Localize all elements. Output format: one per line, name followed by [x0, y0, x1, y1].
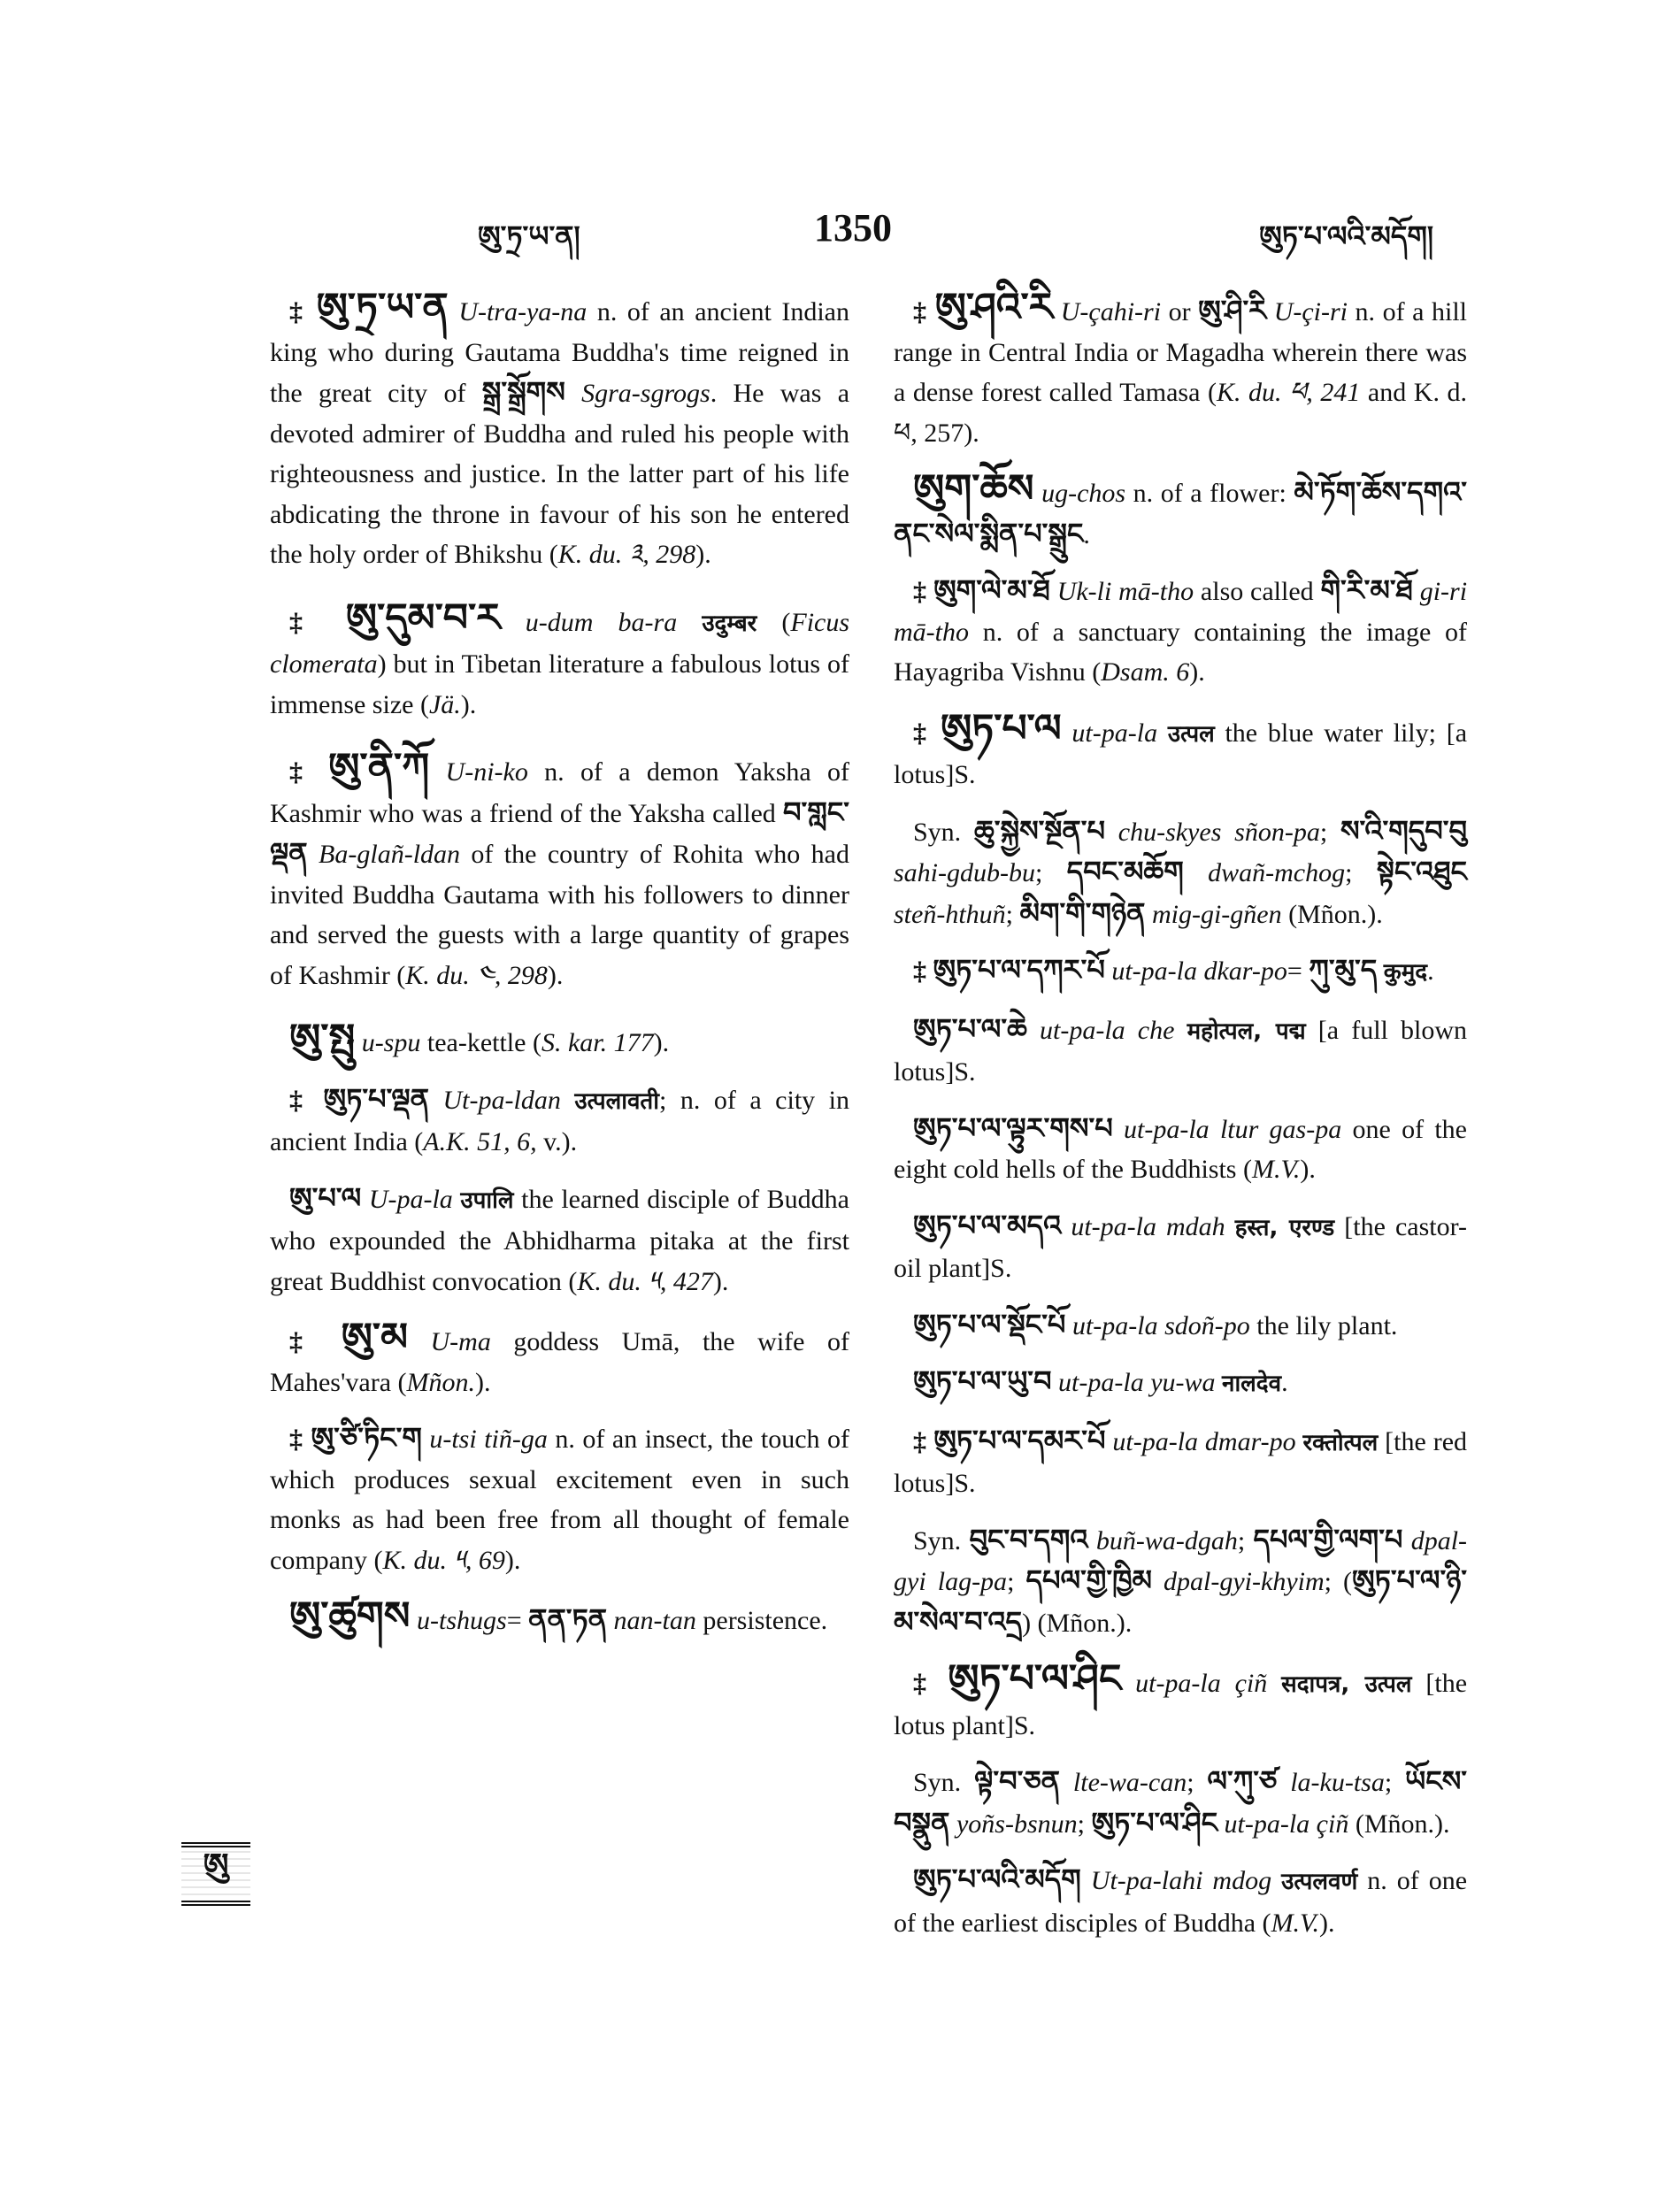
definition-text: ;	[1077, 1809, 1092, 1839]
citation: K. du. ཕ, 241	[1216, 378, 1361, 407]
sanskrit-term: उदुम्बर	[702, 610, 757, 637]
headword-translit: Uk-li mā-tho	[1056, 577, 1194, 606]
translit-term: U-çi-ri	[1273, 297, 1348, 326]
definition-text: ; n. of a city in ancient India (	[270, 1085, 850, 1156]
headword-tibetan: ཨུ་མ	[341, 1315, 408, 1360]
dictionary-entry	[894, 285, 1467, 453]
headword-tibetan: ཨུཏ་པ་ལ་ཆེ	[913, 1011, 1027, 1046]
translit-term: dpal-gyi-khyim	[1164, 1567, 1325, 1596]
headword-tibetan: ཨུཏ་པ་ལ	[941, 705, 1062, 751]
tibetan-term: བུང་བ་དགའ	[969, 1522, 1088, 1556]
definition-text: v.).	[536, 1127, 578, 1156]
definition-text: goddess Umā, the wife of Mahes'vara (	[270, 1327, 849, 1397]
definition-text: or	[1161, 297, 1199, 326]
thumb-index-mark: ཨུ	[181, 1842, 250, 1906]
sanskrit-term: उत्पलवर्ण	[1281, 1869, 1358, 1895]
definition-text: ) but in Tibetan literature a fabulous lotus of immense size (	[270, 649, 849, 719]
headword-translit: u-spu	[361, 1028, 421, 1057]
dictionary-entry	[894, 705, 1468, 795]
citation: K. du. ༥, 427	[577, 1266, 713, 1296]
dictionary-entry	[894, 1421, 1467, 1504]
sanskrit-term: उपालि	[460, 1187, 514, 1214]
headword-tibetan: ཨུཏ་པ་ལ་ཡུ་བ	[913, 1364, 1052, 1398]
definition-text: n. of an ancient Indian king who during Gautama Buddha's time reigned in the great city of	[270, 297, 849, 408]
dagger-mark: ‡	[289, 297, 307, 326]
sanskrit-term: सदापत्र, उत्पल	[1281, 1671, 1412, 1698]
definition-text: ;	[1035, 858, 1067, 887]
headword-translit: ut-pa-la ltur gas-pa	[1124, 1114, 1342, 1144]
headword-translit: ut-pa-la mdah	[1071, 1211, 1225, 1241]
tibetan-term: ལྟེ་བ་ཅན	[974, 1764, 1061, 1798]
translit-term: buñ-wa-dgah	[1095, 1525, 1238, 1555]
translit-term: nan-tan	[613, 1606, 696, 1635]
tibetan-term: ས་འི་གདུབ་བུ	[1340, 813, 1467, 848]
definition-text: ).	[1319, 1908, 1335, 1938]
tibetan-term: ཀུ་མུ་ད	[1309, 953, 1378, 987]
left-column	[270, 285, 850, 1657]
definition-text: ).	[653, 1028, 670, 1057]
definition-text: ;	[1187, 1768, 1208, 1797]
sanskrit-term: नालदेव	[1222, 1371, 1282, 1397]
headword-translit: ut-pa-la	[1071, 718, 1158, 748]
page-number: 1350	[814, 206, 892, 250]
definition-text: ).	[547, 960, 564, 990]
definition-text: .	[1281, 1368, 1288, 1397]
headword-tibetan: ཨུག་ཆོས	[913, 466, 1034, 511]
dictionary-entry	[894, 1656, 1468, 1746]
translit-term: dwañ-mchog	[1208, 858, 1346, 887]
tibetan-term: སྒྲ་སྒྲོགས	[481, 375, 565, 409]
headword-translit: ut-pa-la sdoñ-po	[1071, 1310, 1250, 1340]
definition-text: of the country of Rohita who had invited Buddha Gautama with his followers to dinner and served the guests with a large quantity of grapes of Kashmir (	[270, 840, 849, 990]
headword-translit: ut-pa-la çiñ	[1135, 1669, 1268, 1698]
definition-text: the blue water lily; [a lotus]S.	[894, 718, 1468, 789]
dictionary-entry	[270, 1596, 849, 1641]
headword-tibetan: ཨུ་ཏྲ་ཡ་ན	[316, 285, 449, 330]
translit-term: steñ-hthuñ	[894, 899, 1006, 929]
citation: K. du. ༣, 298	[557, 540, 696, 569]
definition-text: Syn.	[913, 1525, 970, 1555]
definition-text: ).	[712, 1266, 729, 1296]
tibetan-term: གི་རི་མ་ཐོ	[1320, 573, 1413, 607]
headword-translit: U-çahi-ri	[1060, 297, 1162, 326]
translit-term: dpal-gyi lag-pa	[894, 1525, 1468, 1596]
headword-translit: U-tra-ya-na	[458, 297, 588, 326]
tibetan-term: ལ་ཀུ་ཙ	[1207, 1764, 1278, 1798]
sanskrit-term: उत्पलावती	[574, 1087, 659, 1115]
tibetan-term: ཨུཏ་པ་ལ་ཉི་མ་སེལ་བ་འདྲ	[894, 1563, 1467, 1639]
definition-text: [the castor-oil plant]S.	[894, 1211, 1467, 1283]
dictionary-entry	[894, 1305, 1467, 1347]
headword-translit: ug-chos	[1041, 479, 1126, 508]
headword-translit: Ut-pa-ldan	[442, 1085, 561, 1115]
headword-tibetan: ཨུ་པ་ལ	[289, 1180, 362, 1215]
dictionary-entry	[894, 466, 1468, 555]
translit-term: mig-gi-gñen	[1151, 899, 1282, 929]
headword-translit: U-pa-la	[368, 1184, 453, 1214]
headword-translit: u-dum ba-ra	[525, 607, 678, 637]
dictionary-entry	[894, 1860, 1467, 1943]
definition-text: ; (	[1324, 1567, 1353, 1596]
headword-tibetan: ཨུ་ཤའི་རི	[934, 285, 1054, 330]
headword-translit: ut-pa-la che	[1040, 1015, 1175, 1045]
translit-term: la-ku-tsa	[1290, 1768, 1385, 1797]
dictionary-entry	[270, 1317, 849, 1402]
citation: K. du. ༥, 69	[382, 1545, 505, 1575]
headword-tibetan: ཨུཏ་པ་ལ་སྡོང་པོ	[913, 1307, 1066, 1341]
definition-text: ;	[1237, 1525, 1254, 1555]
definition-text: .	[1083, 519, 1090, 549]
tibetan-term: ཆུ་སྐྱེས་སྔོན་པ	[973, 813, 1105, 848]
dictionary-entry	[270, 1179, 849, 1302]
dagger-mark: ‡	[289, 1425, 304, 1454]
citation: S. kar. 177	[541, 1028, 654, 1057]
definition-text: n. of one of the earliest disciples of Buddha (	[894, 1866, 1468, 1938]
dagger-mark: ‡	[913, 718, 931, 748]
headword-translit: U-ni-ko	[445, 757, 528, 787]
translit-term: Ba-glañ-ldan	[319, 840, 461, 869]
definition-text: persistence.	[695, 1606, 828, 1635]
headword-translit: u-tsi tiñ-ga	[429, 1425, 548, 1454]
translit-term: lte-wa-can	[1072, 1768, 1187, 1797]
dictionary-entry	[270, 745, 850, 995]
definition-text: ;	[1319, 817, 1340, 847]
definition-text: ).	[475, 1367, 491, 1397]
headword-tibetan: ཨུཏ་པ་ལ་ལྟུར་གས་པ	[913, 1110, 1113, 1145]
definition-text: ).	[695, 540, 711, 569]
definition-text: ) (Mñon.).	[1022, 1608, 1133, 1638]
definition-text: [the lotus plant]S.	[894, 1669, 1468, 1740]
dictionary-entry	[894, 1109, 1467, 1190]
definition-text: =	[506, 1606, 529, 1635]
sanskrit-term: उत्पल	[1167, 720, 1215, 748]
tibetan-term: ཨུ་ཤི་རི	[1198, 294, 1267, 327]
translit-term: gi-ri mā-tho	[894, 577, 1468, 647]
right-column	[894, 285, 1468, 1959]
dagger-mark: ‡	[289, 607, 321, 637]
synonym-list	[894, 1520, 1467, 1644]
definition-text: (Mñon.).	[1348, 1809, 1450, 1839]
definition-text: n. of a demon Yaksha of Kashmir who was a friend of the Yaksha called	[270, 757, 850, 828]
tibetan-term: ནན་ཏན	[528, 1602, 608, 1636]
definition-text: ;	[1007, 1567, 1026, 1596]
headword-translit: u-tshugs	[417, 1606, 507, 1635]
definition-text: the learned disciple of Buddha who expounded the Abhidharma pitaka at the first great Buddhist convocation (	[270, 1184, 849, 1296]
citation: K. du. ༤, 298	[405, 960, 548, 990]
headword-tibetan: ཨུཏ་པ་ལ་མདའ	[913, 1208, 1062, 1242]
dictionary-entry	[270, 1018, 849, 1064]
dagger-mark: ‡	[289, 1085, 311, 1115]
citation: Jä.	[428, 689, 461, 719]
citation: Dsam. 6	[1101, 657, 1190, 687]
headword-translit: ut-pa-la yu-wa	[1058, 1368, 1216, 1397]
sanskrit-term: महोत्पल, पद्म	[1187, 1018, 1306, 1045]
headword-translit: Ut-pa-lahi mdog	[1090, 1866, 1272, 1895]
headword-tibetan: ཨུ་དུམ་བ་ར	[345, 595, 501, 641]
headword-translit: ut-pa-la dkar-po	[1111, 956, 1287, 986]
dictionary-entry	[894, 1206, 1467, 1289]
dagger-mark: ‡	[913, 956, 926, 986]
synonym-list	[894, 811, 1467, 935]
dictionary-entry	[270, 285, 850, 575]
sanskrit-term: कुमुद	[1383, 959, 1428, 986]
definition-text	[1377, 956, 1384, 986]
latin-name: Ficus clomerata	[270, 607, 850, 679]
headword-tibetan: ཨུ་ནི་ཀོ	[328, 745, 430, 790]
definition-text: ).	[504, 1545, 521, 1575]
tibetan-term: ཨུཏ་པ་ལ་ཤིང	[1091, 1805, 1218, 1839]
dictionary-entry	[894, 1362, 1467, 1405]
definition-text: ;	[1345, 858, 1377, 887]
dagger-mark: ‡	[289, 1327, 319, 1356]
tibetan-term: དཔལ་གྱི་ཁྱིམ	[1025, 1563, 1152, 1597]
definition-text: n. of a sanctuary containing the image of Hayagriba Vishnu (	[894, 617, 1467, 687]
definition-text: also called	[1194, 577, 1321, 606]
synonym-list	[894, 1762, 1467, 1844]
dictionary-entry	[270, 1079, 849, 1163]
headword-tibetan: ཨུག་ལེ་མ་ཐོ	[933, 573, 1050, 607]
dagger-mark: ‡	[913, 1426, 927, 1456]
header-left-guideword: ཨུ་ཏྲ་ཡ་ན།	[478, 219, 580, 253]
definition-text: Syn.	[913, 817, 974, 847]
definition-text: ;	[1005, 899, 1020, 929]
headword-tibetan: ཨུ་ཙི་ཏིང་ག	[311, 1421, 422, 1455]
dagger-mark: ‡	[289, 757, 312, 787]
translit-term: Sgra-sgrogs	[581, 379, 710, 408]
tibetan-term: དཔལ་གྱི་ལག་པ	[1253, 1522, 1403, 1556]
tibetan-term: བ་གླང་ལྡན	[270, 795, 849, 870]
translit-term: yoñs-bsnun	[956, 1809, 1078, 1839]
dictionary-entry	[894, 1010, 1467, 1093]
definition-text: =	[1286, 956, 1310, 986]
header-right-guideword: ཨུཏ་པ་ལའི་མདོག།	[1259, 219, 1433, 253]
definition-text: .	[1427, 956, 1434, 986]
definition-text: and K. d. ཕ, 257).	[894, 378, 1467, 448]
citation: Mñon.	[406, 1367, 475, 1397]
headword-tibetan: ཨུཏ་པ་ལ་དམར་པོ	[933, 1423, 1106, 1457]
running-header	[265, 205, 1451, 258]
dagger-mark: ‡	[913, 577, 927, 606]
definition-text: ;	[1384, 1768, 1406, 1797]
definition-text: ).	[460, 689, 477, 719]
definition-text: n. of a flower:	[1125, 479, 1294, 508]
definition-text: ).	[1300, 1155, 1316, 1184]
tibetan-term: དབང་མཆོག	[1066, 855, 1184, 888]
tibetan-term: མིག་གི་གཉེན	[1019, 895, 1146, 930]
dictionary-entry	[894, 950, 1467, 994]
headword-tibetan: ཨུ་སྤུ	[289, 1016, 356, 1061]
citation: M.V.	[1271, 1908, 1320, 1938]
headword-tibetan: ཨུཏ་པ་ལ་དཀར་པོ	[933, 953, 1105, 987]
definition-text: [the red lotus]S.	[894, 1426, 1468, 1498]
tibetan-term: ཡོངས་བསྣུན	[894, 1764, 1468, 1839]
definition-text: ).	[1189, 657, 1205, 687]
definition-text: n. of a hill range in Central India or Magadha wherein there was a dense forest called Tamasa (	[894, 297, 1467, 407]
headword-tibetan: ཨུ་ཚུགས	[289, 1594, 411, 1639]
translit-term: sahi-gdub-bu	[894, 858, 1035, 887]
citation: M.V.	[1251, 1155, 1301, 1184]
definition-text: . He was a devoted admirer of Buddha and ruled his people with righteousness and justice. In the latter part of his life abdicating the throne in favour of his son he entered the holy order of Bhikshu (	[270, 379, 850, 569]
definition-text: (Mñon.).	[1281, 899, 1383, 929]
dagger-mark: ‡	[913, 297, 928, 326]
dictionary-entry	[270, 595, 850, 726]
translit-term: ut-pa-la çiñ	[1224, 1809, 1349, 1839]
headword-tibetan: ཨུཏ་པ་ལྡན	[323, 1081, 429, 1116]
sanskrit-term: रक्तोत्पल	[1302, 1429, 1379, 1456]
definition-text: one of the eight cold hells of the Buddhists (	[894, 1114, 1467, 1184]
definition-text: tea-kettle (	[420, 1028, 541, 1057]
headword-translit: U-ma	[430, 1327, 491, 1356]
definition-text: [a full blown lotus]S.	[894, 1015, 1468, 1087]
dictionary-entry	[894, 571, 1467, 693]
definition-text: the lily plant.	[1249, 1310, 1398, 1340]
sanskrit-term: हस्त, एरण्ड	[1234, 1214, 1335, 1241]
headword-tibetan: ཨུཏ་པ་ལ་ཤིང	[948, 1656, 1122, 1701]
dagger-mark: ‡	[913, 1669, 934, 1698]
definition-text: (	[757, 607, 791, 637]
dictionary-entry	[270, 1418, 849, 1580]
definition-text: Syn.	[913, 1768, 975, 1797]
citation: A.K. 51, 6,	[423, 1127, 537, 1156]
tibetan-term: སྟེང་འཐུང	[1376, 855, 1467, 888]
tibetan-term: མེ་ཏོག་ཆོས་དགའ་ནང་སེལ་སྨིན་པ་སྒྲུང	[894, 475, 1468, 550]
headword-tibetan: ཨུཏ་པ་ལའི་མདོག	[913, 1863, 1081, 1896]
translit-term: chu-skyes sñon-pa	[1118, 817, 1320, 847]
headword-translit: ut-pa-la dmar-po	[1112, 1426, 1296, 1456]
definition-text: n. of an insect, the touch of which produces sexual excitement even in such monks as had been free from all thought of female company (	[270, 1425, 850, 1575]
